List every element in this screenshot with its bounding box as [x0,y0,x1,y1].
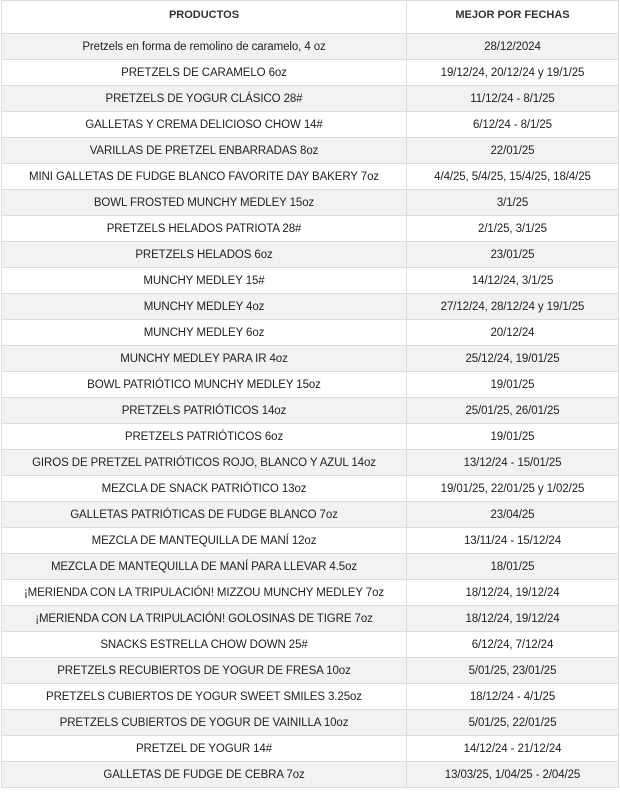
best-by-date-cell: 14/12/24, 3/1/25 [407,268,619,294]
table-row [2,112,619,138]
table-row [2,34,619,60]
best-by-date-cell: 18/12/24 - 4/1/25 [407,684,619,710]
table-row [2,268,619,294]
best-by-date-cell: 11/12/24 - 8/1/25 [407,86,619,112]
table-row [2,658,619,684]
product-cell: MUNCHY MEDLEY PARA IR 4oz [2,346,407,372]
table-row [2,294,619,320]
best-by-date-cell: 19/01/25 [407,372,619,398]
best-by-date-cell: 13/11/24 - 15/12/24 [407,528,619,554]
best-by-date-cell: 19/01/25 [407,424,619,450]
product-cell: PRETZELS PATRIÓTICOS 14oz [2,398,407,424]
product-cell: GALLETAS Y CREMA DELICIOSO CHOW 14# [2,112,407,138]
product-cell: GALLETAS PATRIÓTICAS DE FUDGE BLANCO 7oz [2,502,407,528]
best-by-date-cell: 20/12/24 [407,320,619,346]
table-row [2,476,619,502]
product-cell: PRETZELS HELADOS 6oz [2,242,407,268]
table-row [2,450,619,476]
best-by-date-cell: 18/12/24, 19/12/24 [407,580,619,606]
product-cell: ¡MERIENDA CON LA TRIPULACIÓN! MIZZOU MUNCHY MEDLEY 7oz [2,580,407,606]
table-row [2,502,619,528]
product-cell: MUNCHY MEDLEY 15# [2,268,407,294]
header-row [2,1,619,34]
best-by-date-cell: 25/01/25, 26/01/25 [407,398,619,424]
product-cell: BOWL PATRIÓTICO MUNCHY MEDLEY 15oz [2,372,407,398]
product-cell: MEZCLA DE MANTEQUILLA DE MANÍ 12oz [2,528,407,554]
best-by-date-cell: 4/4/25, 5/4/25, 15/4/25, 18/4/25 [407,164,619,190]
best-by-date-cell: 22/01/25 [407,138,619,164]
product-cell: MUNCHY MEDLEY 6oz [2,320,407,346]
best-by-date-cell: 6/12/24, 7/12/24 [407,632,619,658]
product-cell: Pretzels en forma de remolino de caramelo, 4 oz [2,34,407,60]
product-cell: PRETZELS HELADOS PATRIOTA 28# [2,216,407,242]
product-cell: PRETZEL DE YOGUR 14# [2,736,407,762]
table-row [2,138,619,164]
product-cell: PRETZELS CUBIERTOS DE YOGUR DE VAINILLA 10oz [2,710,407,736]
best-by-date-cell: 19/01/25, 22/01/25 y 1/02/25 [407,476,619,502]
table-row [2,60,619,86]
best-by-date-cell: 18/12/24, 19/12/24 [407,606,619,632]
table-row [2,632,619,658]
table-row [2,398,619,424]
product-cell: PRETZELS DE YOGUR CLÁSICO 28# [2,86,407,112]
best-by-date-cell: 28/12/2024 [407,34,619,60]
table-row [2,736,619,762]
product-cell: GIROS DE PRETZEL PATRIÓTICOS ROJO, BLANCO Y AZUL 14oz [2,450,407,476]
product-cell: PRETZELS DE CARAMELO 6oz [2,60,407,86]
product-cell: VARILLAS DE PRETZEL ENBARRADAS 8oz [2,138,407,164]
best-by-date-cell: 6/12/24 - 8/1/25 [407,112,619,138]
best-by-date-cell: 14/12/24 - 21/12/24 [407,736,619,762]
product-cell: PRETZELS PATRIÓTICOS 6oz [2,424,407,450]
best-by-date-cell: 19/12/24, 20/12/24 y 19/1/25 [407,60,619,86]
best-by-date-cell: 5/01/25, 23/01/25 [407,658,619,684]
table-row [2,424,619,450]
table-row [2,684,619,710]
table-row [2,710,619,736]
best-by-date-cell: 23/01/25 [407,242,619,268]
best-by-date-cell: 5/01/25, 22/01/25 [407,710,619,736]
best-by-date-cell: 3/1/25 [407,190,619,216]
table-row [2,606,619,632]
product-cell: MUNCHY MEDLEY 4oz [2,294,407,320]
table-row [2,554,619,580]
column-header-productos: PRODUCTOS [2,1,407,34]
table-row [2,216,619,242]
best-by-date-cell: 13/12/24 - 15/01/25 [407,450,619,476]
product-cell: BOWL FROSTED MUNCHY MEDLEY 15oz [2,190,407,216]
product-cell: MEZCLA DE SNACK PATRIÓTICO 13oz [2,476,407,502]
table-row [2,320,619,346]
table-row [2,372,619,398]
recall-table [1,0,619,788]
product-cell: PRETZELS RECUBIERTOS DE YOGUR DE FRESA 10oz [2,658,407,684]
best-by-date-cell: 18/01/25 [407,554,619,580]
best-by-date-cell: 23/04/25 [407,502,619,528]
table-row [2,190,619,216]
best-by-date-cell: 25/12/24, 19/01/25 [407,346,619,372]
product-cell: ¡MERIENDA CON LA TRIPULACIÓN! GOLOSINAS DE TIGRE 7oz [2,606,407,632]
column-header-mejor-por-fechas: MEJOR POR FECHAS [407,1,619,34]
product-cell: SNACKS ESTRELLA CHOW DOWN 25# [2,632,407,658]
table-row [2,762,619,788]
product-cell: MINI GALLETAS DE FUDGE BLANCO FAVORITE DAY BAKERY 7oz [2,164,407,190]
product-cell: PRETZELS CUBIERTOS DE YOGUR SWEET SMILES 3.25oz [2,684,407,710]
table-body [2,34,619,788]
best-by-date-cell: 27/12/24, 28/12/24 y 19/1/25 [407,294,619,320]
table-row [2,528,619,554]
table-row [2,86,619,112]
best-by-date-cell: 2/1/25, 3/1/25 [407,216,619,242]
table-row [2,346,619,372]
table-row [2,580,619,606]
table-row [2,164,619,190]
best-by-date-cell: 13/03/25, 1/04/25 - 2/04/25 [407,762,619,788]
product-cell: GALLETAS DE FUDGE DE CEBRA 7oz [2,762,407,788]
table-row [2,242,619,268]
product-cell: MEZCLA DE MANTEQUILLA DE MANÍ PARA LLEVAR 4.5oz [2,554,407,580]
